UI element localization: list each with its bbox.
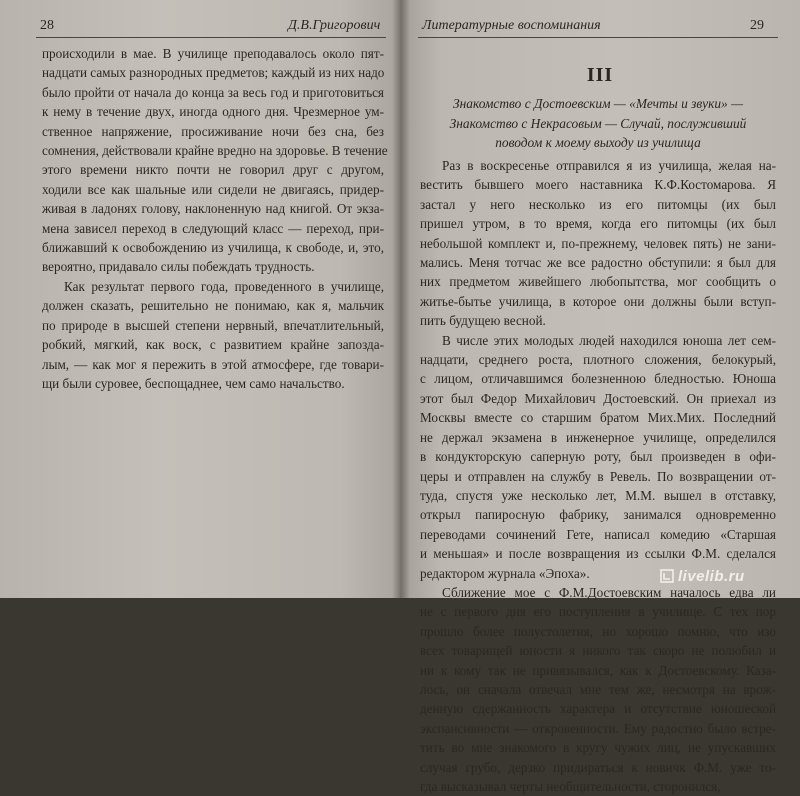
text-line: житье-бытье училища, в которое они должны были вступ- [420,293,776,309]
right-body-text [420,156,776,796]
text-line: с лицом, отличавшимся болезненною бледностью. Юноша [420,371,776,387]
text-line: к нему в течение двух, иногда одного дня. Чрезмерное ум- [42,104,384,120]
text-line: лось, он сначала отвечал мне тем же, несмотря на врож- [420,681,776,697]
text-line: пить будущею весной. [420,313,546,329]
text-line: происходили в мае. В училище преподавалось около пят- [42,46,384,61]
paragraph [420,331,776,583]
text-line: сомнения, действовали крайне вредно на здоровье. В течение [42,143,388,159]
text-line: редактором журнала «Эпоха». [420,565,590,581]
text-line: Сближение мое с Ф.М.Достоевским началось едва ли [442,584,776,600]
text-line: Раз в воскресенье отправился я из училища, желая на- [442,158,776,173]
text-line: случая грубо, дерзко придираться к новичк Ф.М. уже то- [420,759,776,775]
text-line: мена зависел переход в следующий класс — переход, при- [42,220,384,236]
text-line: не держал экзамена в инженерное училище, определился [420,429,776,445]
chapter-subtitle [420,94,776,153]
text-line: живая в ладонях голову, наклоненную над книгой. От экза- [42,201,384,217]
text-line: прошло более полустолетия, но хорошо помню, что изо [420,623,776,639]
text-line: пришел утром, в то время, когда его питомцы (их был [420,216,776,232]
text-line: денную сдержанность характера и отсутствие юношеской [420,701,776,717]
text-line: и меньшая» и после возвращения из ссылки Ф.М. сделался [420,546,776,562]
paragraph [420,156,776,331]
text-line: них предметом живейшего любопытства, мог сообщить о [420,274,776,290]
text-line: в кондукторскую саперную роту, был произведен в офи- [420,449,776,465]
paragraph [420,583,776,796]
subtitle-line: поводом к моему выходу из училища [495,135,701,150]
text-line: небольшой комплект и, по-прежнему, человек пять) не зани- [420,235,776,251]
subtitle-line: Знакомство с Некрасовым — Случай, послуживший [449,115,747,131]
text-line: всех товарищей юности я никого так скоро не полюбил и [420,643,776,659]
text-line: робкий, мягкий, как воск, с развитием крайне запозда- [42,337,384,353]
text-line: Как результат первого года, проведенного в училище, [64,278,384,294]
text-line: ни к кому так не привязывался, как к Достоевскому. Каза- [420,662,776,678]
text-line: экспансивности — откровенности. Ему радостно было встре- [420,720,776,736]
paragraph [42,277,384,393]
left-page-number: 28 [40,18,54,33]
subtitle-line: Знакомство с Достоевским — «Мечты и звуки» — [452,96,744,111]
paragraph [42,44,388,277]
text-line: вероятно, придавало силы побеждать трудность. [42,259,315,275]
watermark-text: livelib.ru [678,568,745,585]
left-running-head: Д.В.Григорович [288,18,381,33]
text-line: было пройти от начала до конца за весь год и приготовиться [42,84,384,100]
text-line: переводами сочинений Гете, написал комедию «Старшая [420,526,776,542]
left-page [0,0,400,598]
text-line: ближавший к освобождению из училища, к свободе, и, это, [42,240,384,256]
text-line: этого времени никто почти не говорил друг с другом, [42,162,384,178]
right-head-rule [418,37,778,38]
chapter-number: III [586,64,614,86]
text-line: тить во мне знакомого в кругу чужих лиц, не упускавших [420,740,776,756]
left-head-rule [36,37,386,38]
watermark-logo-icon [660,569,674,583]
text-line: не с первого дня его поступления в училище. С тех пор [420,604,776,620]
text-line: щи были суровее, беспощаднее, чем само начальство. [42,375,345,391]
text-line: мались. Меня тотчас же все радостно обступили: я был для [420,255,776,271]
text-line: ходили все как шальные или сидели не двигаясь, придер- [42,181,384,197]
text-line: по природе в высшей степени нервный, впечатлительный, [42,317,384,333]
text-line: открыл папиросную фабрику, занимался одновременно [420,507,776,523]
text-line: должен сказать, решительно не понимаю, как я, мальчик [42,298,384,314]
text-line: туда, спустя уже несколько лет, М.М. вышел в отставку, [420,487,776,503]
right-running-head: Литературные воспоминания [422,18,601,33]
text-line: Москвы вместе со старшим братом Мих.Мих. Последний [420,410,776,426]
site-watermark [660,568,745,585]
text-line: гда высказывал черты необщительности, сторонился, [420,779,721,794]
left-body-text [42,44,388,393]
text-line: надцати самых разнородных предметов; каждый из них надо [42,65,385,81]
text-line: лым, — как мог я пережить в этой атмосфере, где товари- [42,356,384,372]
text-line: надцати, среднего роста, плотного сложения, белокурый, [420,352,776,368]
text-line: ственное напряжение, просиживание ночи без сна, без [42,123,384,139]
text-line: этот был Федор Михайлович Достоевский. Он приехал из [420,390,776,406]
book-gutter [392,0,410,598]
text-line: церы и отправлен на службу в Ревель. По возвращении от- [420,468,776,484]
text-line: вестить бывшего моего наставника К.Ф.Костомарова. Я [420,177,776,193]
right-page-number: 29 [750,18,764,33]
text-line: В числе этих молодых людей находился юноша лет сем- [442,332,776,348]
text-line: застал у него несколько из его питомцы (их был [420,196,776,212]
